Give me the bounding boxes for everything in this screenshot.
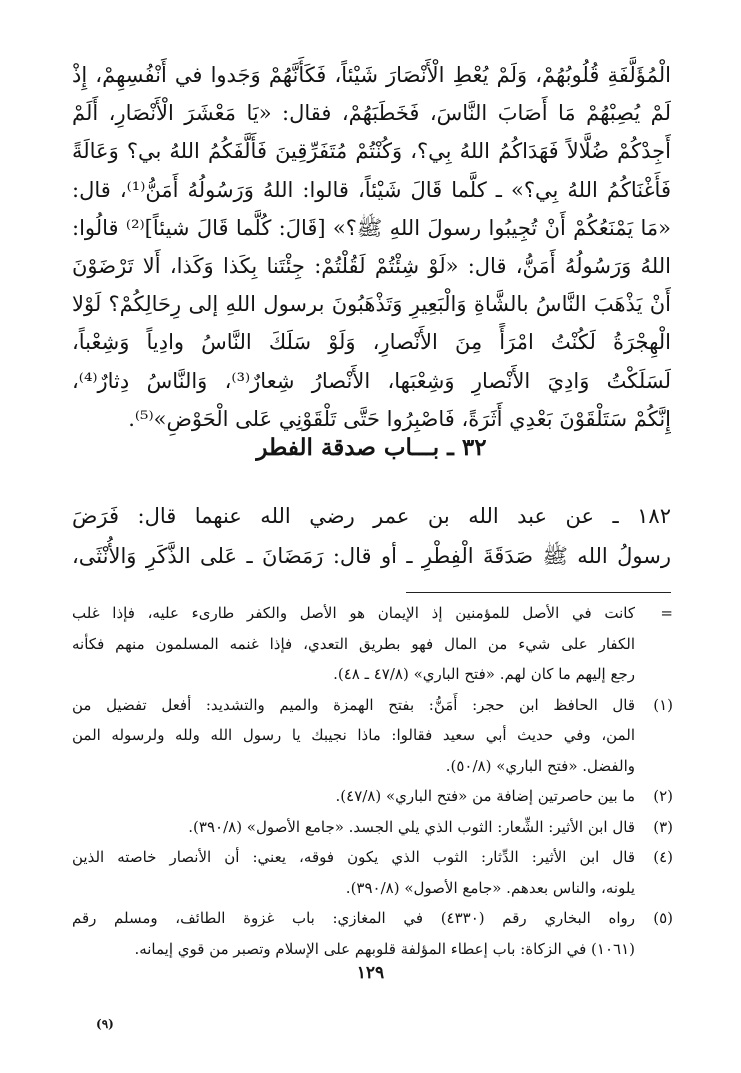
text-line: أَجِدْكُمْ ضُلَّالاً فَهَدَاكُمُ اللهُ بِي؟، وَكُنْتُمْ مُتَفَرِّقِينَ فَأَلَّفَكُمُ اللهُ بي؟ وَعَالَةً bbox=[72, 139, 671, 164]
footnote-marker: (٢) bbox=[653, 787, 673, 805]
page-number: ١٢٩ bbox=[356, 963, 385, 983]
footnote-line: المن، وفي حديث أبي سعيد فقالوا: ماذا نجيبك يا رسول الله ولله ولرسوله المن bbox=[72, 726, 635, 744]
text-line: الْمُؤَلَّفَةِ قُلُوبُهُمْ، وَلَمْ يُعْطِ الْأَنْصَارَ شَيْئاً، فَكَأَنَّهُمْ وَجَدوا في أَنْفُسِهِمْ، إِذْ bbox=[72, 63, 671, 87]
text-line: رسولُ الله ﷺ صَدَقَةَ الْفِطْرِ ـ أو قال: رَمَضَانَ ـ عَلى الذَّكَرِ وَالأُنْثَى، bbox=[72, 544, 671, 568]
text-line: اللهُ وَرَسُولُهُ أَمَنُّ، قال: «لَوْ شِئْتُمْ لَقُلْتُمْ: جِئْتَنا بِكَذا وَكَذا، أَلا تَرْضَوْنَ bbox=[72, 254, 671, 279]
text-line: لَسَلَكْتُ وَادِيَ الأَنْصارِ وَشِعْبَها، الأَنْصارُ شِعارٌ⁽³⁾، وَالنَّاسُ دِثارٌ⁽⁴⁾، bbox=[72, 368, 671, 393]
footnote-marker: (٣) bbox=[653, 817, 673, 836]
footnote-line: الكفار على شيء من المال فهو بطريق التعدي، فإذا غنمه المسلمون منهم فكأنه bbox=[72, 634, 635, 653]
footnote-line: ما بين حاصرتين إضافة من «فتح الباري» (٤٧/٨). bbox=[335, 787, 635, 805]
text-line: ١٨٢ ـ عن عبد الله بن عمر رضي الله عنهما قال: فَرَضَ bbox=[72, 504, 671, 528]
footnote-line: يلونه، والناس بعدهم. «جامع الأصول» (٣٩٠/٨). bbox=[345, 878, 635, 897]
footnote-4 bbox=[72, 842, 673, 903]
footnote-marker: = bbox=[660, 604, 673, 622]
footnote-line: رواه البخاري رقم (٤٣٣٠) في المغازي: باب غزوة الطائف، ومسلم رقم bbox=[72, 909, 635, 927]
text-line: لَمْ يُصِبْهُمْ مَا أَصَابَ النَّاسَ، فَخَطَبَهُمْ، فقال: «يَا مَعْشَرَ الْأَنْصَارِ، أَلَمْ bbox=[72, 101, 671, 126]
footnote-1 bbox=[72, 690, 673, 782]
footnote-5 bbox=[72, 903, 673, 964]
hadith-182-text bbox=[72, 496, 671, 576]
footnote-line: قال ابن الأثير: الشِّعار: الثوب الذي يلي الجسد. «جامع الأصول» (٣٩٠/٨). bbox=[188, 817, 635, 836]
footnote-2 bbox=[72, 781, 673, 812]
footnote-marker: (٥) bbox=[653, 909, 673, 927]
footnote-line: رجع إليهم ما كان لهم. «فتح الباري» (٤٧/٨ ـ ٤٨). bbox=[333, 665, 635, 683]
footnote-divider bbox=[406, 592, 671, 593]
text-line: فَأَغْنَاكُمُ اللهُ بِي؟» ـ كلَّما قَالَ شَيْئاً، قالوا: اللهُ وَرَسُولُهُ أَمَنُّ⁽¹⁾، قال: bbox=[72, 177, 671, 202]
footnotes bbox=[72, 598, 673, 964]
footnote-line: كانت في الأصل للمؤمنين إذ الإيمان هو الأصل والكفر طارىء عليه، فإذا غلب bbox=[72, 604, 635, 622]
footnote-3 bbox=[72, 812, 673, 843]
text-line: «مَا يَمْنَعُكُمْ أَنْ تُجِيبُوا رسولَ اللهِ ﷺ؟» [قَالَ: كُلَّما قَالَ شيئاً]⁽²⁾ قالُوا: bbox=[72, 215, 671, 240]
footnote-marker: (٤) bbox=[653, 848, 673, 866]
hadith-continuation-text bbox=[72, 56, 671, 438]
footnote-continuation bbox=[72, 598, 673, 690]
footnote-line: (١٠٦١) في الزكاة: باب إعطاء المؤلفة قلوبهم على الإسلام وتصبر من قوي إيمانه. bbox=[134, 939, 635, 958]
text-line: الْهِجْرَةُ لَكُنْتُ امْرَأً مِنَ الأَنْصارِ، وَلَوْ سَلَكَ النَّاسُ وادِياً وَشِعْباً، bbox=[72, 330, 671, 355]
text-line: إِنَّكُمْ سَتَلْقَوْنَ بَعْدِي أَثَرَةً، فَاصْبِرُوا حَتَّى تَلْقَوْنِي عَلى الْحَوْضِ»⁽⁵⁾. bbox=[128, 406, 671, 431]
footnote-line: والفضل. «فتح الباري» (٥٠/٨). bbox=[445, 756, 635, 775]
chapter-heading: ٣٢ ـ بـــاب صدقة الفطر bbox=[256, 434, 487, 461]
footnote-line: قال الحافظ ابن حجر: أَمَنُّ: بفتح الهمزة والميم والتشديد: أفعل تفضيل من bbox=[72, 695, 635, 714]
footnote-marker: (١) bbox=[653, 695, 673, 714]
printer-signature-mark: (٩) bbox=[96, 1017, 114, 1031]
footnote-line: قال ابن الأثير: الدِّثار: الثوب الذي يكون فوقه، يعني: أن الأنصار خاصته الذين bbox=[72, 848, 635, 866]
text-line: أَنْ يَذْهَبَ النَّاسُ بالشَّاةِ وَالْبَعِيرِ وَتَذْهَبُونَ برسول اللهِ إلى رِحَالِكُمْ؟ لَوْلا bbox=[72, 292, 671, 317]
